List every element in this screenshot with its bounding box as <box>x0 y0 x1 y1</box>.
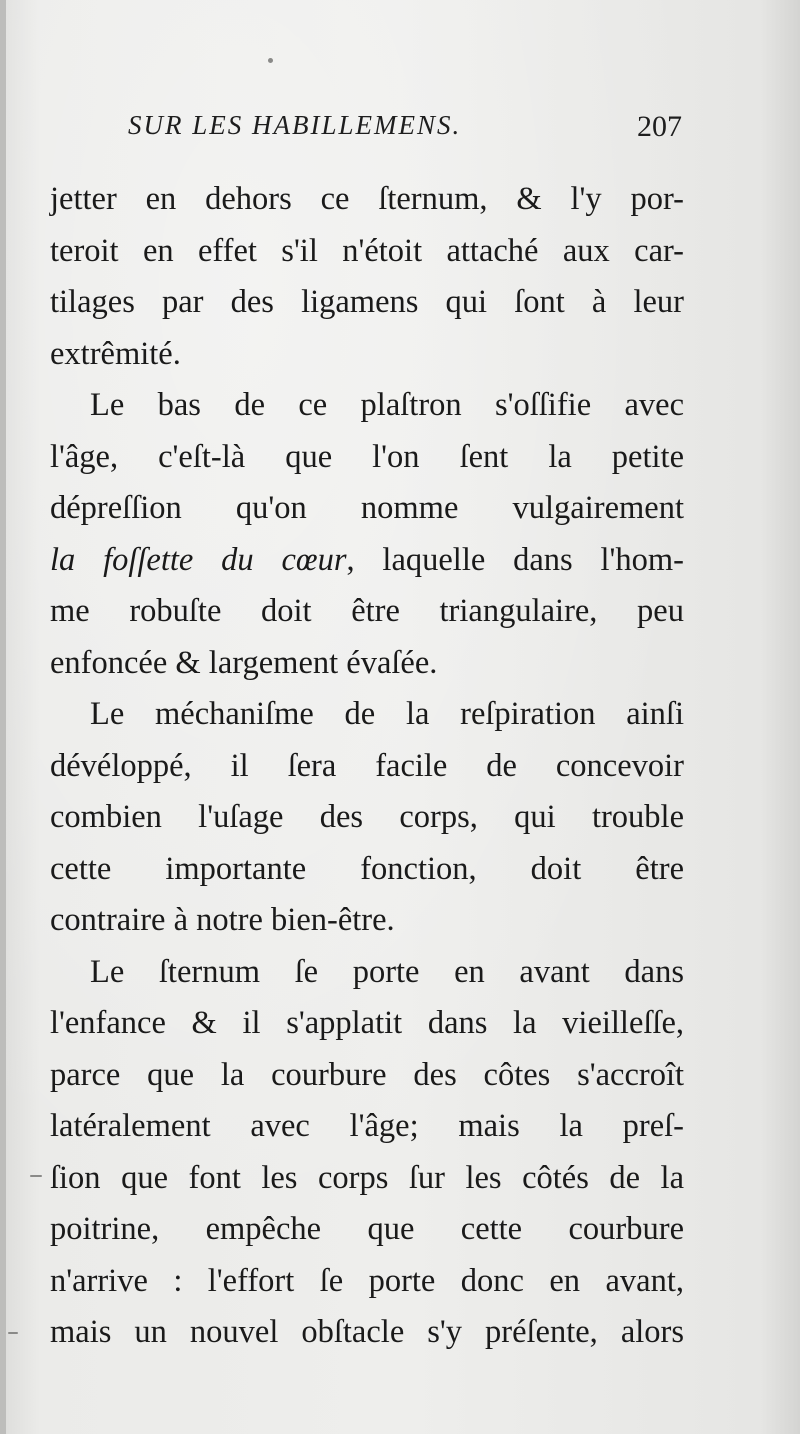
paragraph-start-line: Le bas de ce plaſtron s'oſſifie avec <box>90 387 684 423</box>
text-line: extrêmité. <box>50 335 181 372</box>
text-line: dévéloppé, il ſera facile de concevoir <box>50 747 684 784</box>
paper-speck <box>30 1175 42 1177</box>
body-text <box>50 178 684 1363</box>
text-line: l'âge, c'eſt-là que l'on ſent la petite <box>50 438 684 475</box>
paper-speck <box>8 1332 18 1334</box>
text-line: l'enfance & il s'applatit dans la vieilleſſe, <box>50 1005 684 1041</box>
text-line: mais un nouvel obſtacle s'y préſente, alors <box>50 1314 684 1350</box>
page-number: 207 <box>637 110 682 143</box>
text-line: enfoncée & largement évaſée. <box>50 644 438 681</box>
paragraph-start-line: Le ſternum ſe porte en avant dans <box>90 953 684 990</box>
text-line: combien l'uſage des corps, qui trouble <box>50 799 684 835</box>
text-line: poitrine, empêche que cette courbure <box>50 1211 684 1247</box>
italic-phrase: la foſſette du cœur <box>50 541 347 578</box>
page-edge-shadow <box>0 0 6 1434</box>
text-line: jetter en dehors ce ſternum, & l'y por- <box>50 181 684 217</box>
text-line: dépreſſion qu'on nomme vulgairement <box>50 490 684 526</box>
text-line-with-italic <box>50 539 684 591</box>
text-line: ſion que font les corps ſur les côtés de la <box>50 1159 684 1196</box>
text-line: n'arrive : l'effort ſe porte donc en avant, <box>50 1262 684 1299</box>
text-line: contraire à notre bien-être. <box>50 902 395 938</box>
text-line: tilages par des ligamens qui ſont à leur <box>50 284 684 320</box>
text-fragment: , laquelle dans l'hom- <box>346 541 684 578</box>
paper-speck <box>268 58 273 63</box>
text-line: latéralement avec l'âge; mais la preſ- <box>50 1108 684 1144</box>
text-line: cette importante fonction, doit être <box>50 850 684 887</box>
text-line: me robuſte doit être triangulaire, peu <box>50 593 684 629</box>
running-title: SUR LES HABILLEMENS. <box>128 110 462 140</box>
text-line: teroit en effet s'il n'étoit attaché aux car- <box>50 232 684 269</box>
page-header <box>128 110 688 150</box>
text-line: parce que la courbure des côtes s'accroît <box>50 1056 684 1093</box>
paragraph-start-line: Le méchaniſme de la reſpiration ainſi <box>90 696 684 732</box>
